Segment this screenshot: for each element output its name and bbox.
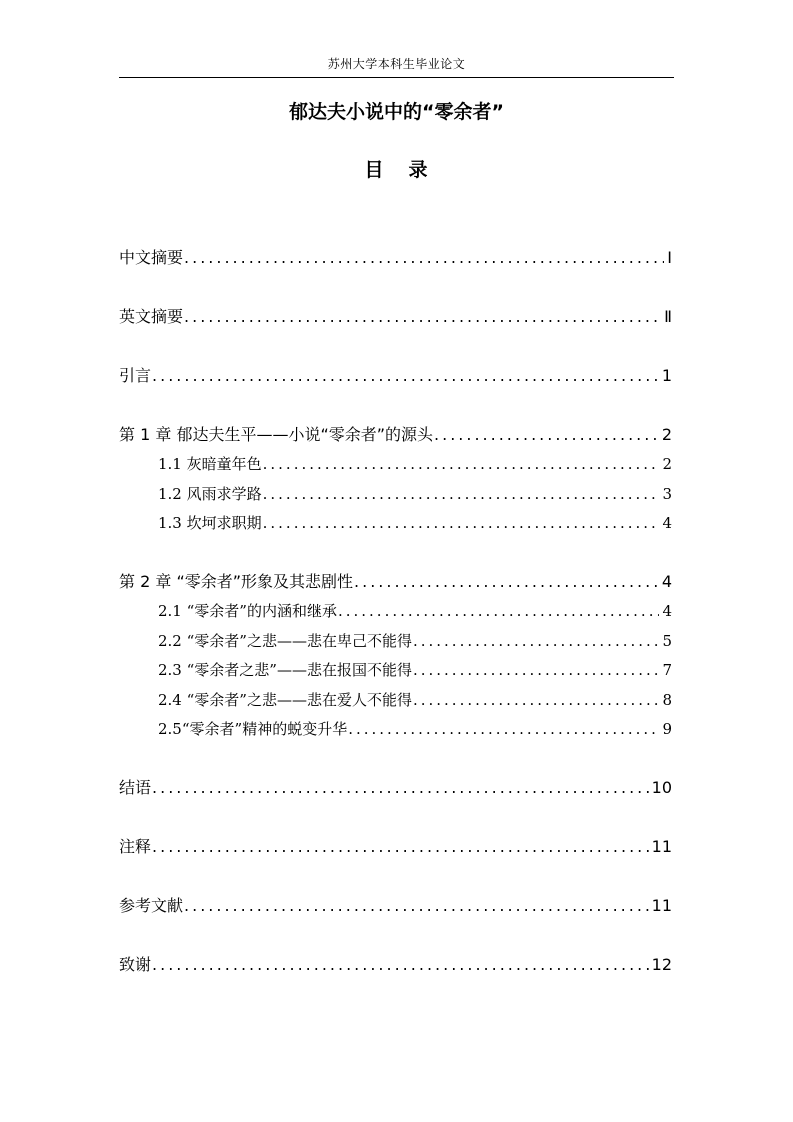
toc-dot-leader [413,658,659,682]
toc-entry-notes[interactable] [119,835,672,859]
toc-page-number: 8 [662,691,672,709]
document-title: 郁达夫小说中的“零余者” [289,101,504,123]
toc-dot-leader [263,482,660,506]
toc-heading-first-char: 目 [364,159,385,181]
toc-entry-label: 注释 [119,837,152,856]
toc-entry-label: 第 1 章 郁达夫生平——小说“零余者”的源头 [119,425,434,444]
toc-dot-leader [184,894,649,918]
toc-heading [0,157,793,183]
toc-entry-section-1-1[interactable] [158,452,672,476]
toc-page-number: 2 [661,425,672,444]
toc-entry-section-2-2[interactable] [158,629,672,653]
toc-entry-label: 中文摘要 [119,248,184,267]
toc-page-number: 2 [662,455,672,473]
toc-entry-label: 引言 [119,366,152,385]
toc-entry-introduction[interactable] [119,364,672,388]
toc-entry-label: 致谢 [119,955,152,974]
toc-entry-label: 2.1 “零余者”的内涵和继承 [158,602,337,620]
toc-page-number: 12 [651,955,672,974]
toc-page-number: Ⅱ [664,307,672,326]
toc-entry-acknowledgements[interactable] [119,953,672,977]
toc-dot-leader [152,776,649,800]
toc-page-number: 3 [662,485,672,503]
toc-entry-label: 2.5“零余者”精神的蜕变升华 [158,720,348,738]
toc-dot-leader [434,423,659,447]
toc-dot-leader [354,570,659,594]
toc-entry-label: 1.3 坎坷求职期 [158,514,262,532]
toc-heading-second-char: 录 [408,159,429,181]
toc-page-number: 4 [662,602,672,620]
toc-dot-leader [263,452,660,476]
toc-dot-leader [184,246,664,270]
running-header: 苏州大学本科生毕业论文 [327,57,466,71]
toc-page-number: 1 [661,366,672,385]
toc-page-number: 10 [651,778,672,797]
toc-page-number: Ⅰ [667,248,672,267]
toc-entry-chinese-abstract[interactable] [119,246,672,270]
toc-dot-leader [413,688,659,712]
toc-entry-section-1-2[interactable] [158,482,672,506]
toc-page-number: 7 [662,661,672,679]
toc-dot-leader [413,629,659,653]
toc-entry-label: 英文摘要 [119,307,184,326]
toc-entry-references[interactable] [119,894,672,918]
toc-entry-label: 2.2 “零余者”之悲——悲在卑己不能得 [158,632,412,650]
toc-entry-section-2-3[interactable] [158,658,672,682]
toc-dot-leader [348,717,659,741]
toc-entry-label: 1.2 风雨求学路 [158,485,262,503]
toc-dot-leader [152,953,649,977]
toc-entry-label: 参考文献 [119,896,184,915]
toc-page-number: 4 [662,514,672,532]
toc-entry-chapter-2[interactable] [119,570,672,594]
toc-page-number: 9 [662,720,672,738]
toc-page-number: 11 [651,896,672,915]
toc-dot-leader [152,364,659,388]
toc-dot-leader [338,599,659,623]
toc-entry-section-2-5[interactable] [158,717,672,741]
toc-entry-section-1-3[interactable] [158,511,672,535]
toc-entry-label: 2.4 “零余者”之悲——悲在爱人不能得 [158,691,412,709]
toc-page-number: 5 [662,632,672,650]
toc-entry-conclusion[interactable] [119,776,672,800]
toc-entry-chapter-1[interactable] [119,423,672,447]
toc-page-number: 11 [651,837,672,856]
toc-entry-section-2-4[interactable] [158,688,672,712]
toc-entry-label: 1.1 灰暗童年色 [158,455,262,473]
toc-dot-leader [263,511,660,535]
toc-entry-section-2-1[interactable] [158,599,672,623]
toc-dot-leader [184,305,661,329]
toc-entry-label: 结语 [119,778,152,797]
toc-entry-label: 第 2 章 “零余者”形象及其悲剧性 [119,572,354,591]
header-rule [119,77,674,78]
toc-page-number: 4 [661,572,672,591]
toc-entry-label: 2.3 “零余者之悲”——悲在报国不能得 [158,661,412,679]
toc-entry-english-abstract[interactable] [119,305,672,329]
toc-dot-leader [152,835,649,859]
